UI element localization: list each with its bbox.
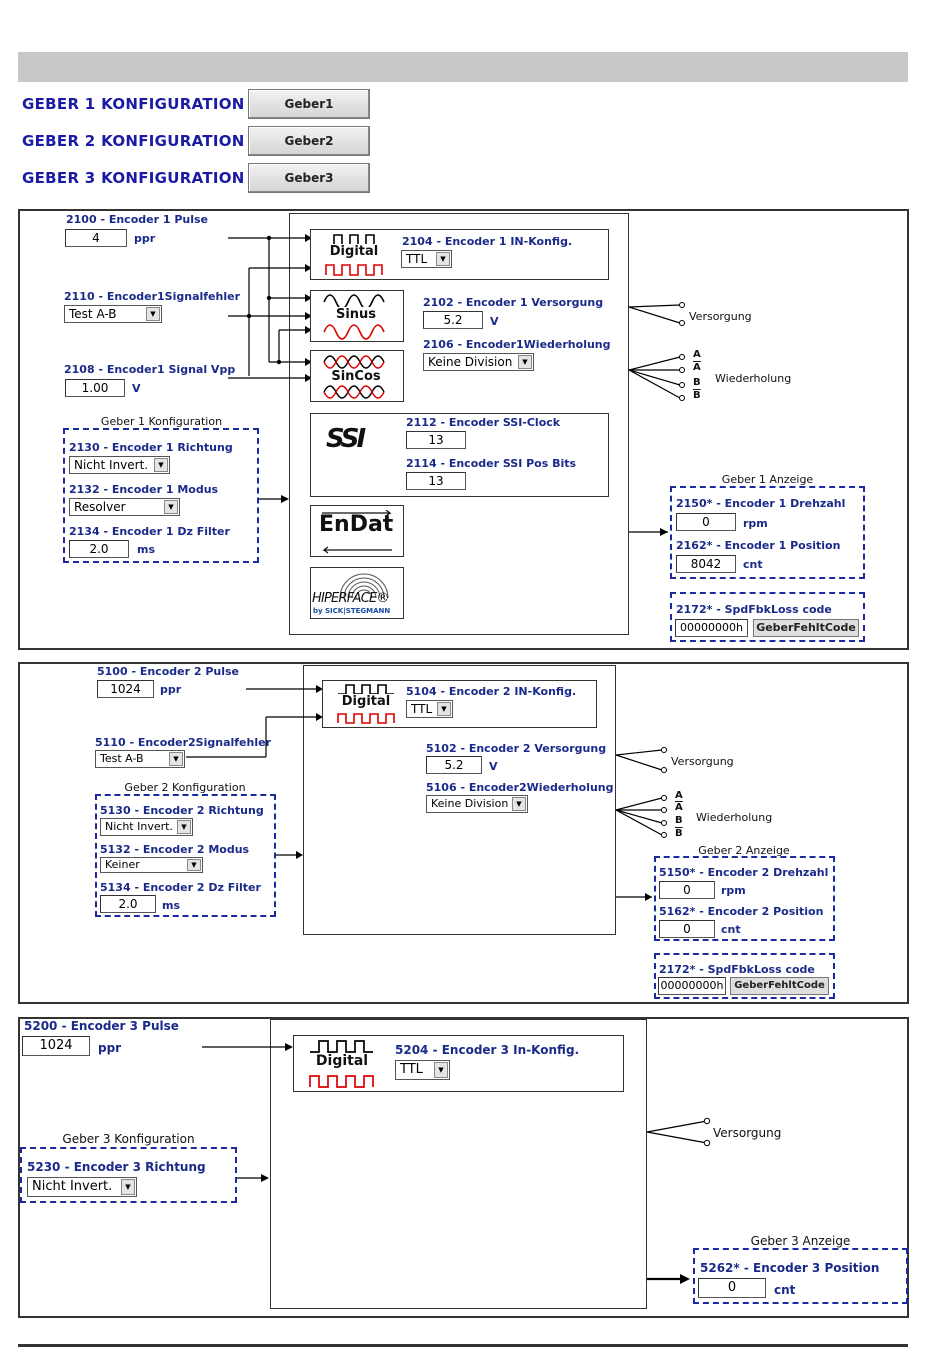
geber3-button[interactable]: Geber3 [248,163,370,193]
enc1-ssibits-input[interactable]: 13 [406,472,466,490]
chevron-down-icon: ▼ [437,702,451,716]
enc1-out-bbar: $\overline{B}$ [693,390,701,401]
enc1-sinus-label: Sinus [326,307,386,322]
enc2-inkonfig-label: 5104 - Encoder 2 IN-Konfig. [406,685,577,698]
enc2-pos-label: 5162* - Encoder 2 Position [659,905,824,918]
enc2-loss-value: 00000000h [658,977,726,995]
enc1-loss-button[interactable]: GeberFehltCode [753,619,859,637]
enc3-dir-select[interactable] [27,1177,137,1197]
enc2-supply-label: 5102 - Encoder 2 Versorgung [426,742,607,755]
enc1-vpp-unit: V [132,382,141,395]
enc1-ssiclock-label: 2112 - Encoder SSI-Clock [406,416,561,429]
enc1-supply-input[interactable]: 5.2 [423,311,483,329]
enc1-speed-unit: rpm [743,517,768,530]
enc1-sigfault-label: 2110 - Encoder1Signalfehler [64,290,240,303]
enc1-pulse-unit: ppr [134,232,156,245]
enc2-loss-button[interactable]: GeberFehltCode [730,977,829,995]
enc2-speed-unit: rpm [721,884,746,897]
enc2-filter-input[interactable]: 2.0 [100,895,156,913]
enc1-out-supply: Versorgung [689,310,752,323]
enc1-digital-label: Digital [324,244,384,259]
enc1-inkonfig-label: 2104 - Encoder 1 IN-Konfig. [402,235,573,248]
enc2-supply-input[interactable]: 5.2 [426,756,482,774]
enc1-pulse-label: 2100 - Encoder 1 Pulse [66,213,209,226]
enc2-filter-label: 5134 - Encoder 2 Dz Filter [100,881,261,894]
enc1-pos-value: 8042 [676,555,736,573]
enc2-speed-value: 0 [659,881,715,899]
enc2-sigfault-label: 5110 - Encoder2Signalfehler [95,736,271,749]
enc3-digital-label: Digital [310,1053,374,1069]
chevron-down-icon: ▼ [512,797,526,811]
enc3-inkonfig-value: TTL [400,1062,423,1077]
chevron-down-icon: ▼ [436,252,450,266]
chevron-down-icon: ▼ [518,355,532,369]
hiperface-logo: HIPERFACE® [312,591,389,606]
enc2-supply-unit: V [489,760,498,773]
enc1-mode-value: Resolver [74,500,126,514]
enc2-inkonfig-value: TTL [411,702,433,716]
enc1-repeat-label: 2106 - Encoder1Wiederholung [423,338,611,351]
chevron-down-icon: ▼ [121,1179,135,1195]
chevron-down-icon: ▼ [434,1062,448,1078]
enc1-ssiclock-input[interactable]: 13 [406,431,466,449]
enc2-loss-label: 2172* - SpdFbkLoss code [659,963,815,976]
enc3-pos-unit: cnt [774,1283,796,1297]
endat-logo: EnDat [319,512,394,537]
enc1-ssibits-label: 2114 - Encoder SSI Pos Bits [406,457,577,470]
enc2-out-a: A [675,790,683,801]
enc2-pos-value: 0 [659,920,715,938]
ssi-logo: SSI [326,424,364,454]
geber2-config-title: GEBER 2 KONFIGURATION [22,132,245,150]
enc1-filter-label: 2134 - Encoder 1 Dz Filter [69,525,230,538]
enc1-filter-input[interactable]: 2.0 [69,540,129,558]
enc3-pulse-unit: ppr [98,1041,122,1055]
hiperface-sub: by SICK|STEGMANN [313,607,391,615]
enc3-dir-label: 5230 - Encoder 3 Richtung [27,1160,206,1174]
enc3-pulse-label: 5200 - Encoder 3 Pulse [24,1019,179,1033]
enc1-pos-unit: cnt [743,558,763,571]
chevron-down-icon: ▼ [187,859,201,871]
enc2-pulse-label: 5100 - Encoder 2 Pulse [97,665,240,678]
footer-rule [18,1344,908,1347]
enc3-pos-value: 0 [698,1278,766,1298]
enc2-sigfault-value: Test A-B [100,752,144,765]
enc2-display-title: Geber 2 Anzeige [698,844,790,857]
geber1-config-title: GEBER 1 KONFIGURATION [22,95,245,113]
enc1-sincos-label: SinCos [326,369,386,384]
enc2-out-b: B [675,815,683,826]
enc2-repeat-value: Keine Division [431,797,509,810]
enc2-speed-label: 5150* - Encoder 2 Drehzahl [659,866,829,879]
enc1-supply-unit: V [490,315,499,328]
enc2-dir-value: Nicht Invert. [105,820,173,833]
chevron-down-icon: ▼ [164,500,178,514]
enc3-inkonfig-label: 5204 - Encoder 3 In-Konfig. [395,1043,580,1057]
enc3-config-title: Geber 3 Konfiguration [62,1132,195,1146]
enc1-inkonfig-value: TTL [406,252,428,266]
chevron-down-icon: ▼ [154,458,168,472]
enc1-speed-label: 2150* - Encoder 1 Drehzahl [676,497,846,510]
enc2-pulse-unit: ppr [160,683,182,696]
enc1-loss-value: 00000000h [675,619,748,637]
enc3-display-title: Geber 3 Anzeige [750,1234,851,1248]
enc2-out-repeat: Wiederholung [696,811,773,824]
enc3-dir-value: Nicht Invert. [32,1179,113,1194]
enc2-dir-label: 5130 - Encoder 2 Richtung [100,804,264,817]
enc1-out-b: B [693,377,701,388]
enc2-out-bbar: $\overline{B}$ [675,828,683,839]
enc1-supply-label: 2102 - Encoder 1 Versorgung [423,296,604,309]
chevron-down-icon: ▼ [146,307,160,321]
enc2-mode-label: 5132 - Encoder 2 Modus [100,843,250,856]
enc2-filter-unit: ms [162,899,181,912]
enc1-dir-label: 2130 - Encoder 1 Richtung [69,441,233,454]
enc1-loss-label: 2172* - SpdFbkLoss code [676,603,832,616]
enc1-mode-label: 2132 - Encoder 1 Modus [69,483,219,496]
enc1-dir-value: Nicht Invert. [74,458,149,472]
enc2-out-abar: $\overline{A}$ [675,802,683,813]
enc3-pos-label: 5262* - Encoder 3 Position [700,1261,880,1275]
geber1-button[interactable]: Geber1 [248,89,370,119]
enc1-vpp-label: 2108 - Encoder1 Signal Vpp [64,363,236,376]
enc1-pulse-input[interactable]: 4 [65,229,127,247]
enc1-filter-unit: ms [137,543,156,556]
enc1-vpp-input[interactable]: 1.00 [65,379,125,397]
enc1-pos-label: 2162* - Encoder 1 Position [676,539,841,552]
enc2-mode-value: Keiner [105,858,140,871]
chevron-down-icon: ▼ [169,752,183,766]
geber3-config-title: GEBER 3 KONFIGURATION [22,169,245,187]
enc1-sigfault-value: Test A-B [69,307,117,321]
enc2-config-title: Geber 2 Konfiguration [124,781,246,794]
enc1-out-repeat: Wiederholung [715,372,792,385]
enc1-out-abar: $\overline{A}$ [693,362,701,373]
enc3-pulse-input[interactable]: 1024 [22,1036,90,1056]
enc2-pos-unit: cnt [721,923,741,936]
enc2-digital-label: Digital [336,694,396,709]
enc2-pulse-input[interactable]: 1024 [97,680,154,698]
geber2-button[interactable]: Geber2 [248,126,370,156]
enc1-config-title: Geber 1 Konfiguration [100,415,223,428]
enc2-out-supply: Versorgung [671,755,734,768]
enc1-repeat-value: Keine Division [428,355,513,369]
enc1-speed-value: 0 [676,513,736,531]
enc2-repeat-label: 5106 - Encoder2Wiederholung [426,781,614,794]
enc1-display-title: Geber 1 Anzeige [721,473,814,486]
enc3-out-supply: Versorgung [713,1126,782,1140]
chevron-down-icon: ▼ [177,820,191,834]
enc1-out-a: A [693,349,701,360]
enc3-inkonfig-select[interactable] [395,1060,450,1080]
